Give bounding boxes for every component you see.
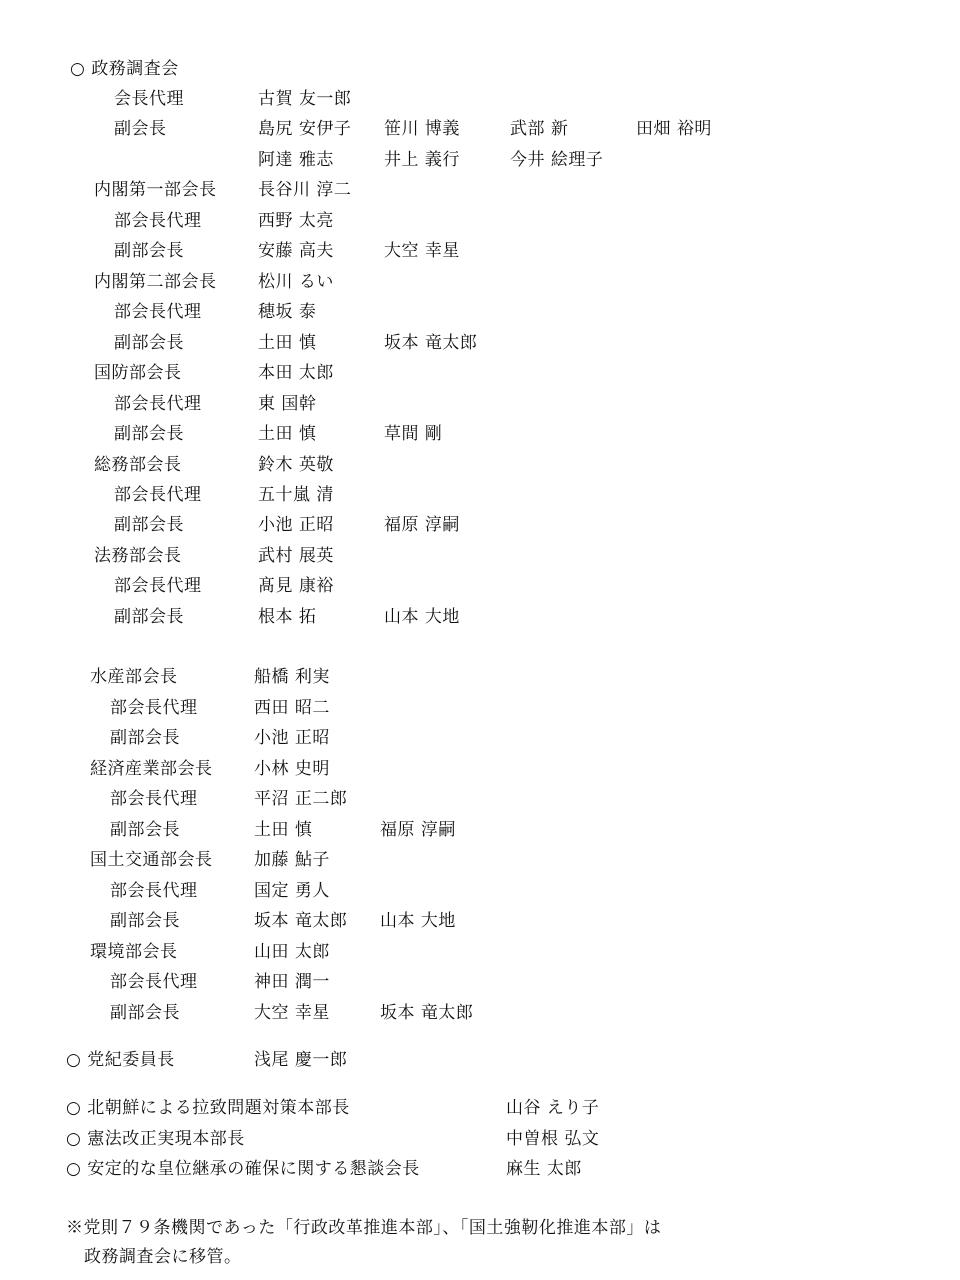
member-name: 小林 史明 [254,759,330,779]
member-name: 武部 新 [510,119,569,139]
member-name: 阿達 雅志 [258,150,334,170]
member-name: 山本 大地 [384,607,460,627]
role-label: 副部会長 [110,911,180,931]
member-name: 西田 昭二 [254,698,330,718]
member-name: 穂坂 泰 [258,302,317,322]
member-name: 笹川 博義 [384,119,460,139]
role-label: 副会長 [114,119,167,139]
member-name: 平沼 正二郎 [254,789,348,809]
member-name: 福原 淳嗣 [384,515,460,535]
note-line-2: 政務調査会に移管。 [84,1247,242,1267]
member-name: 島尻 安伊子 [258,119,352,139]
member-name: 坂本 竜太郎 [254,911,348,931]
role-label: 水産部会長 [90,667,178,687]
member-name: 松川 るい [258,272,334,292]
member-name: 安藤 高夫 [258,241,334,261]
member-name: 根本 拓 [258,607,317,627]
party-discipline-role: ○ 党紀委員長 [66,1050,175,1070]
role-label: 副部会長 [110,728,180,748]
role-label: 国土交通部会長 [90,850,213,870]
role-label: 内閣第一部会長 [94,180,217,200]
role-label: 副部会長 [110,1003,180,1023]
member-name: 国定 勇人 [254,881,330,901]
member-name: 古賀 友一郎 [258,89,352,109]
member-name: 山田 太郎 [254,942,330,962]
member-name: 今井 絵理子 [510,150,604,170]
member-name: 坂本 竜太郎 [380,1003,474,1023]
member-name: 井上 義行 [384,150,460,170]
member-name: 五十嵐 清 [258,485,334,505]
member-name: 加藤 鮎子 [254,850,330,870]
role-label: 部会長代理 [114,394,202,414]
member-name: 小池 正昭 [258,515,334,535]
role-label: 副部会長 [114,515,184,535]
role-label: 副部会長 [110,820,180,840]
role-label: 内閣第二部会長 [94,272,217,292]
role-label: 副部会長 [114,607,184,627]
member-name: 船橋 利実 [254,667,330,687]
hq-title: ○ 北朝鮮による拉致問題対策本部長 [66,1098,350,1118]
member-name: 山本 大地 [380,911,456,931]
member-name: 福原 淳嗣 [380,820,456,840]
role-label: 部会長代理 [110,972,198,992]
role-label: 法務部会長 [94,546,182,566]
role-label: 国防部会長 [94,363,182,383]
member-name: 大空 幸星 [384,241,460,261]
member-name: 大空 幸星 [254,1003,330,1023]
member-name: 小池 正昭 [254,728,330,748]
role-label: 部会長代理 [110,698,198,718]
party-discipline-name: 浅尾 慶一郎 [254,1050,348,1070]
member-name: 坂本 竜太郎 [384,333,478,353]
section-title: ○ 政務調査会 [70,59,179,79]
note-line-1: ※党則７９条機関であった「行政改革推進本部」、「国土強靭化推進本部」は [66,1218,662,1238]
role-label: 部会長代理 [110,789,198,809]
hq-name: 麻生 太郎 [506,1159,582,1179]
member-name: 本田 太郎 [258,363,334,383]
role-label: 会長代理 [114,89,184,109]
member-name: 神田 潤一 [254,972,330,992]
role-label: 経済産業部会長 [90,759,213,779]
member-name: 土田 慎 [254,820,313,840]
member-name: 武村 展英 [258,546,334,566]
role-label: 環境部会長 [90,942,178,962]
role-label: 副部会長 [114,333,184,353]
role-label: 部会長代理 [114,485,202,505]
role-label: 部会長代理 [114,211,202,231]
role-label: 副部会長 [114,241,184,261]
hq-title: ○ 憲法改正実現本部長 [66,1129,245,1149]
hq-name: 中曽根 弘文 [506,1129,600,1149]
role-label: 部会長代理 [110,881,198,901]
member-name: 田畑 裕明 [636,119,712,139]
member-name: 西野 太亮 [258,211,334,231]
member-name: 髙見 康裕 [258,576,334,596]
hq-title: ○ 安定的な皇位継承の確保に関する懇談会長 [66,1159,420,1179]
role-label: 副部会長 [114,424,184,444]
member-name: 土田 慎 [258,333,317,353]
member-name: 東 国幹 [258,394,317,414]
hq-name: 山谷 えり子 [506,1098,600,1118]
member-name: 土田 慎 [258,424,317,444]
member-name: 長谷川 淳二 [258,180,352,200]
member-name: 草間 剛 [384,424,443,444]
role-label: 部会長代理 [114,302,202,322]
role-label: 部会長代理 [114,576,202,596]
role-label: 総務部会長 [94,455,182,475]
member-name: 鈴木 英敬 [258,455,334,475]
